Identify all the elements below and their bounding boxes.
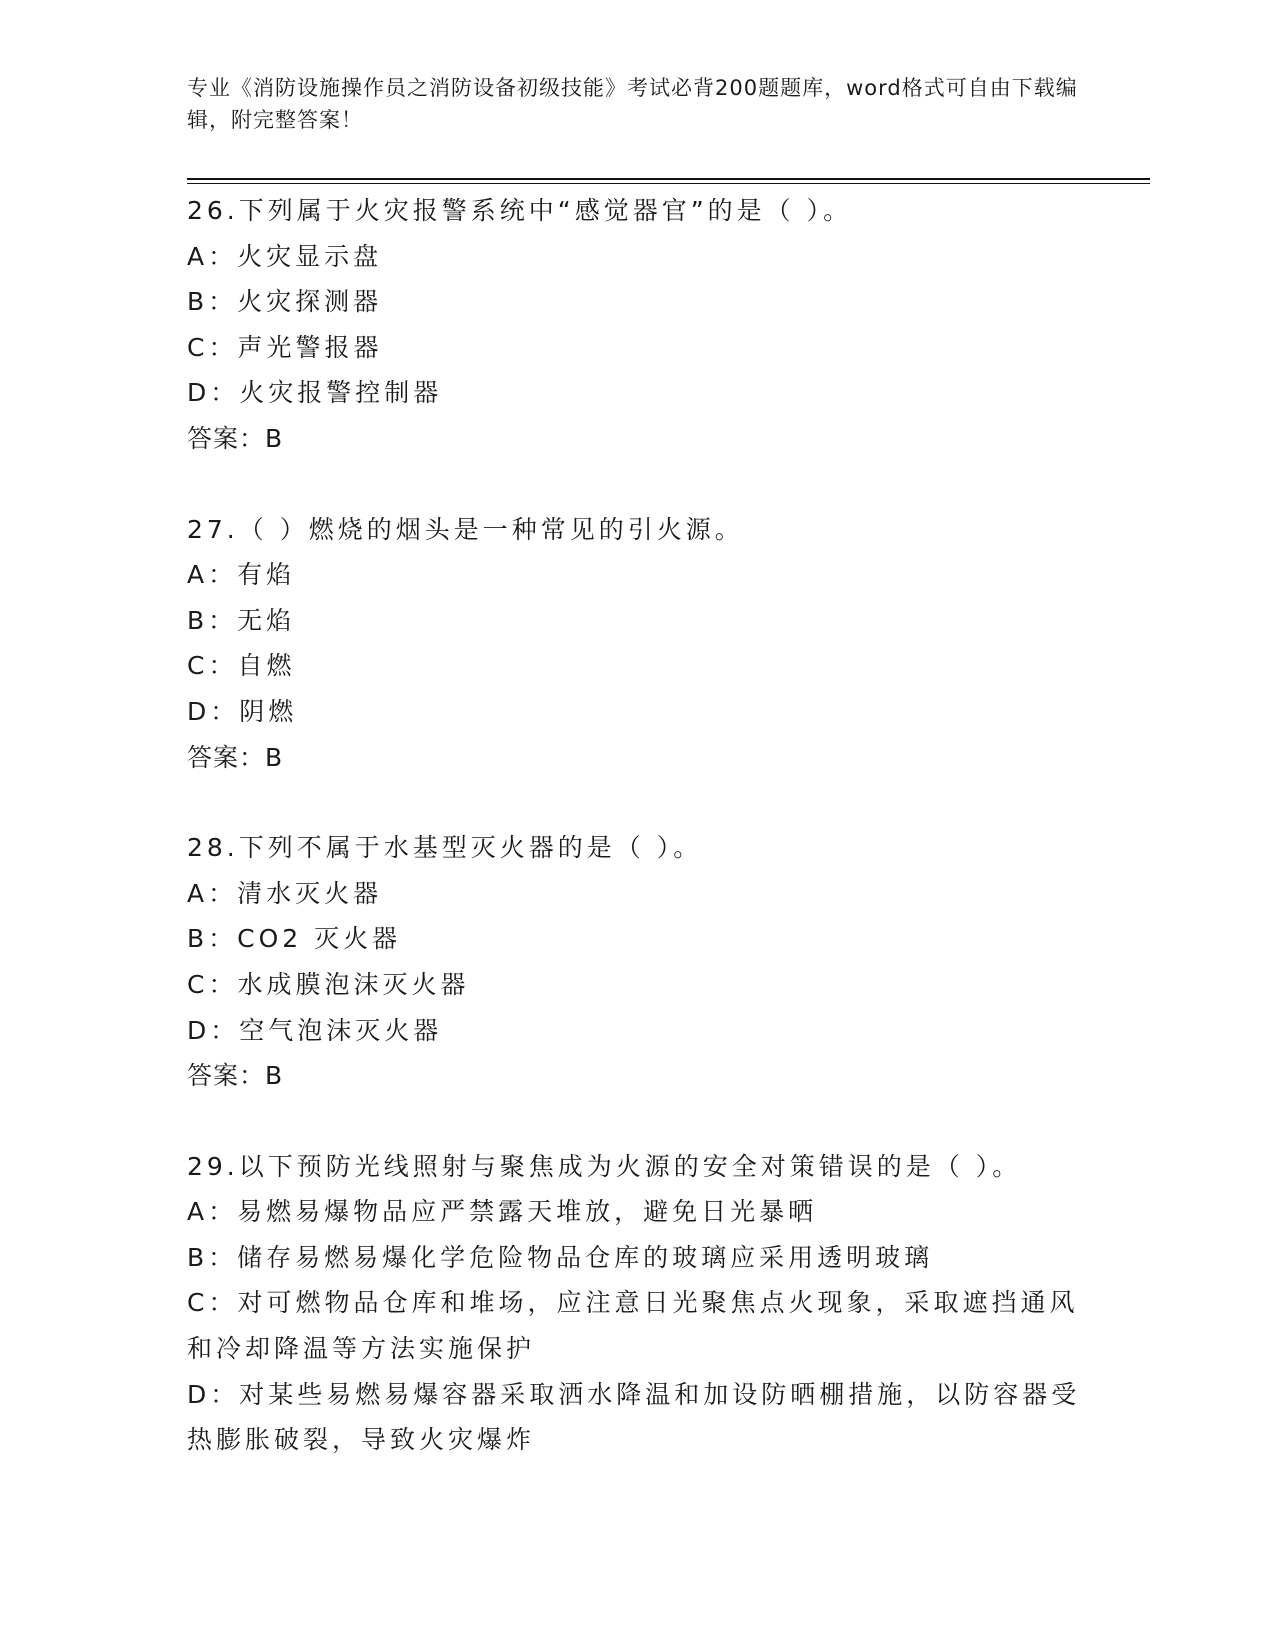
- document-header: 专业《消防设施操作员之消防设备初级技能》考试必背200题题库，word格式可自由下载编辑，附完整答案！: [187, 76, 1078, 132]
- option-b: B：火灾探测器: [187, 287, 383, 317]
- question-list: [187, 188, 1087, 1508]
- option-b: B：储存易燃易爆化学危险物品仓库的玻璃应采用透明玻璃: [187, 1242, 934, 1272]
- option-a: A：易燃易爆物品应严禁露天堆放，避免日光暴晒: [187, 1197, 818, 1227]
- option-c: C：自燃: [187, 651, 296, 681]
- question-stem: 26.下列属于火灾报警系统中“感觉器官”的是（ ）。: [187, 196, 853, 225]
- option-c: C：对可燃物品仓库和堆场，应注意日光聚焦点火现象，采取遮挡通风和冷却降温等方法实施保护: [187, 1288, 1079, 1364]
- question-28: [187, 825, 1087, 1099]
- header-divider-thin: [187, 183, 1150, 184]
- option-a: A：火灾显示盘: [187, 241, 383, 271]
- option-c: C：声光警报器: [187, 332, 383, 362]
- question-27: [187, 507, 1087, 781]
- option-d: D：火灾报警控制器: [187, 378, 443, 408]
- answer-label: 答案：B: [187, 742, 284, 772]
- question-stem: 29.以下预防光线照射与聚焦成为火源的安全对策错误的是（ ）。: [187, 1151, 1022, 1181]
- question-stem: 28.下列不属于水基型灭火器的是（ ）。: [187, 833, 703, 863]
- option-d: D：阴燃: [187, 696, 298, 726]
- option-d: D：空气泡沫灭火器: [187, 1015, 443, 1045]
- question-stem: 27.（ ）燃烧的烟头是一种常见的引火源。: [187, 514, 744, 544]
- option-b: B：无焰: [187, 605, 296, 635]
- header-divider-thick: [187, 178, 1150, 180]
- option-a: A：清水灭火器: [187, 878, 383, 908]
- question-29: [187, 1144, 1087, 1463]
- option-a: A：有焰: [187, 560, 296, 590]
- answer-label: 答案：B: [187, 1061, 284, 1091]
- option-b: B：CO2 灭火器: [187, 924, 402, 954]
- question-26: [187, 188, 1087, 462]
- answer-label: 答案：B: [187, 423, 284, 453]
- option-c: C：水成膜泡沫灭火器: [187, 969, 470, 999]
- option-d: D：对某些易燃易爆容器采取洒水降温和加设防晒棚措施，以防容器受热膨胀破裂，导致火灾爆炸: [187, 1379, 1081, 1455]
